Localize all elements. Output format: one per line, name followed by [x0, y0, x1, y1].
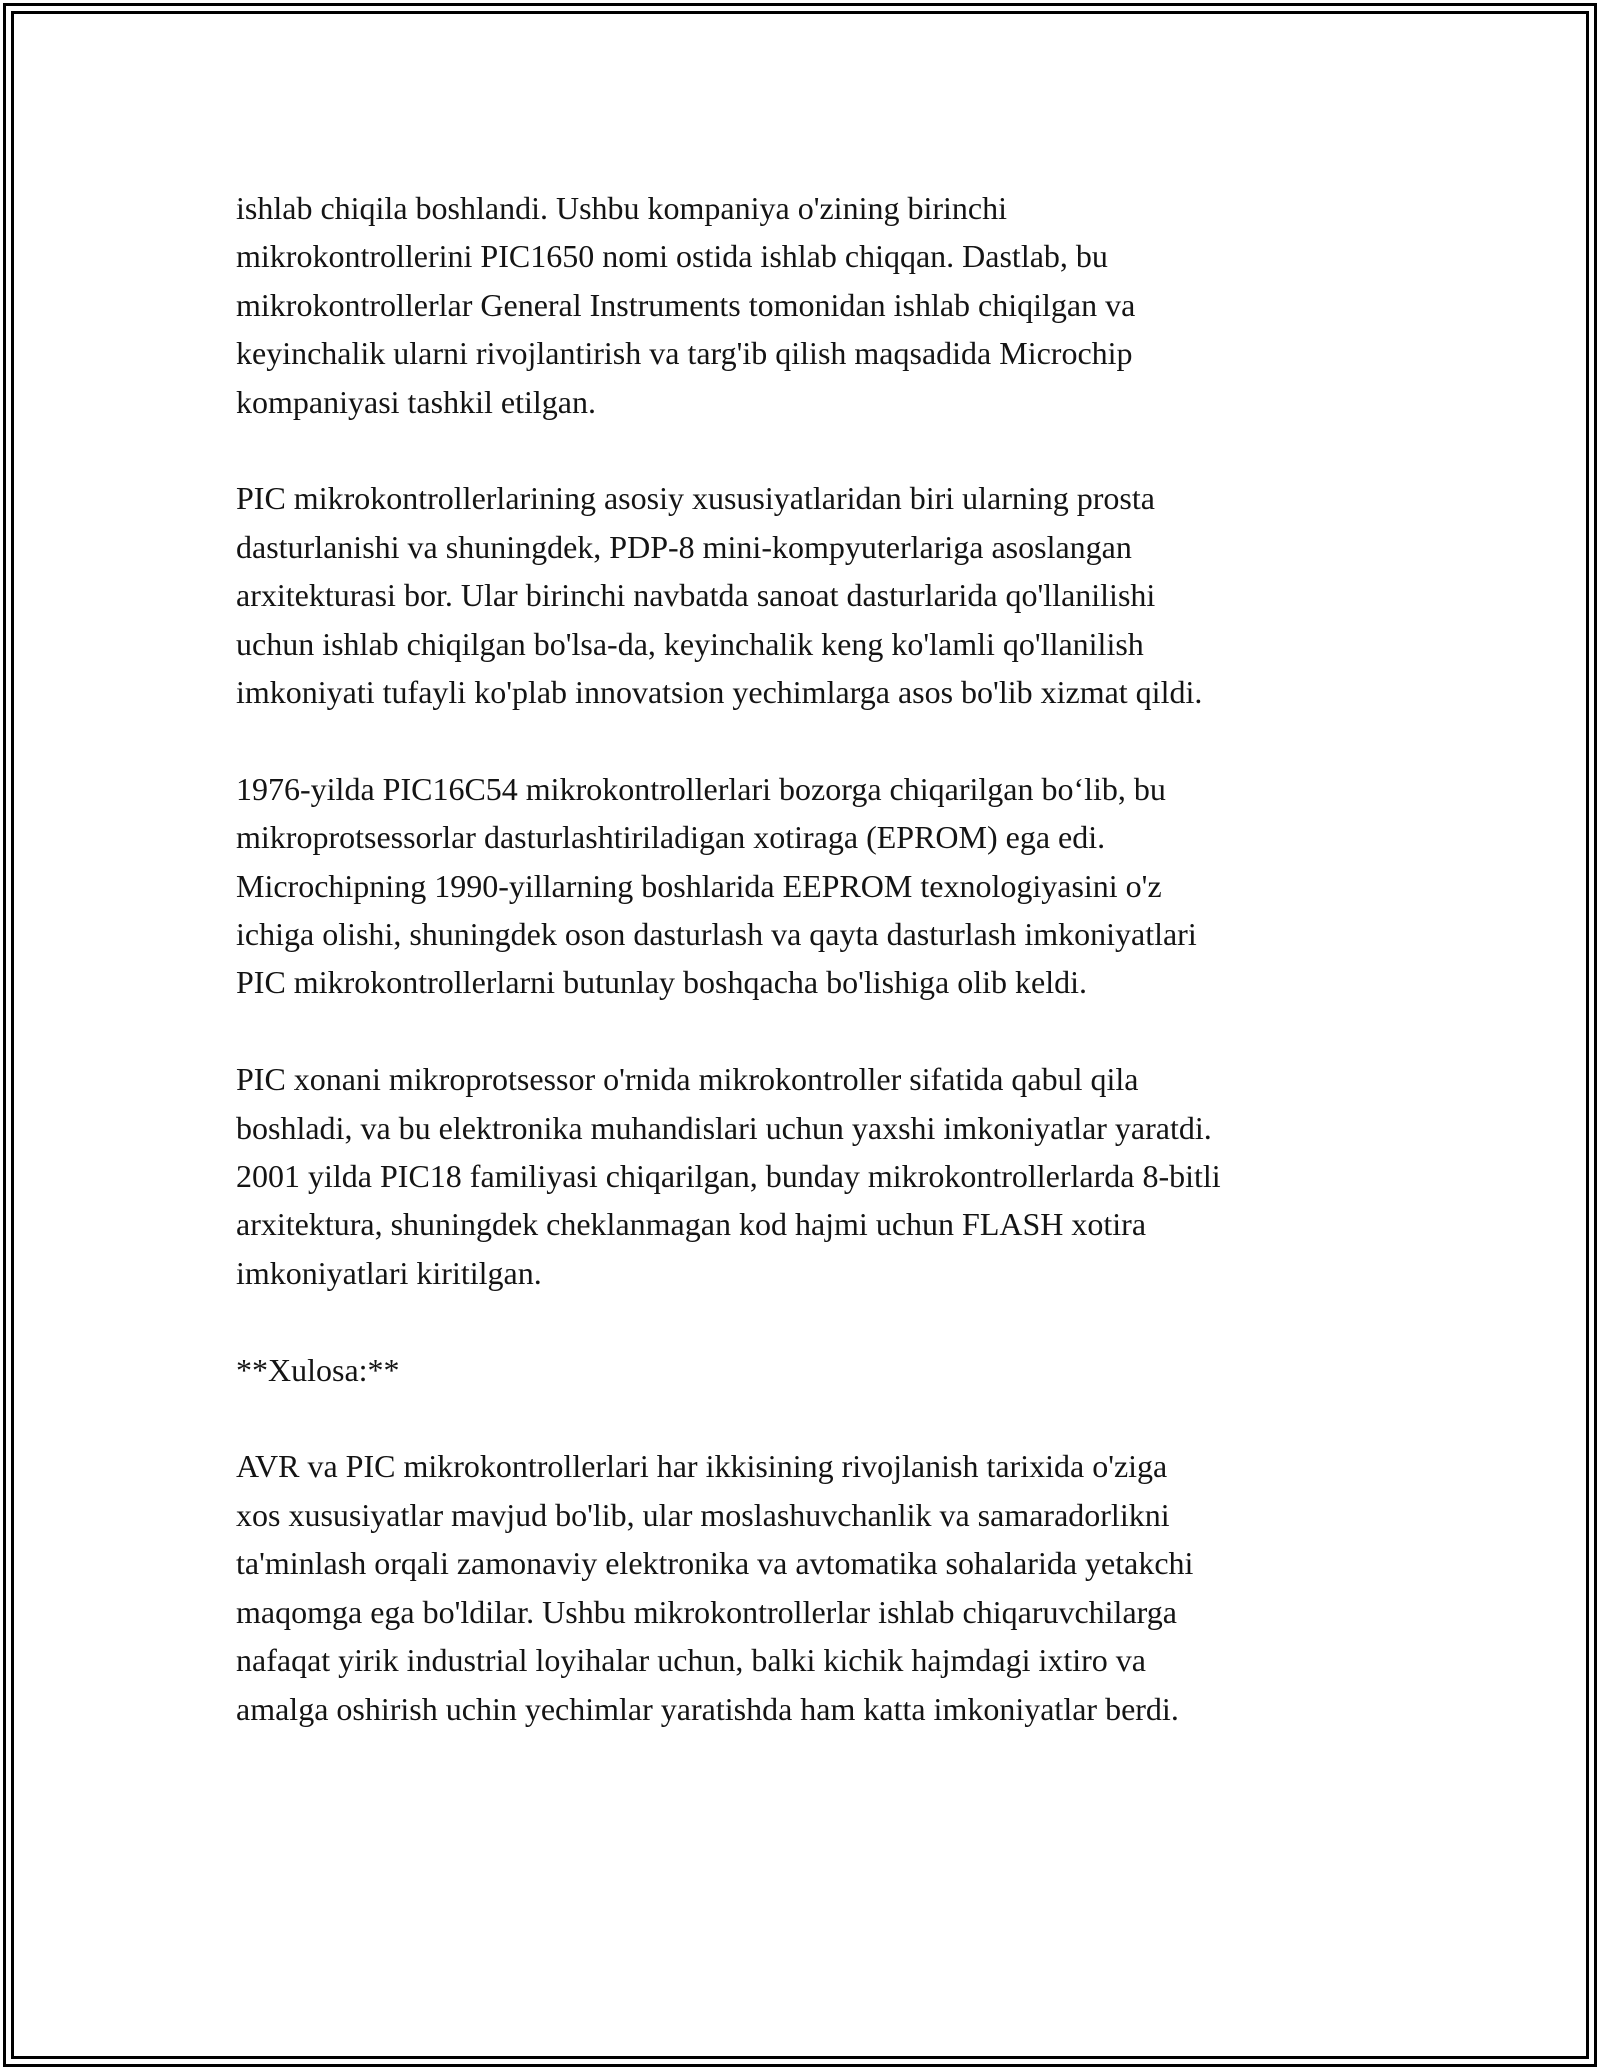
text-line: amalga oshirish uchin yechimlar yaratishda ham katta imkoniyatlar berdi.	[236, 1690, 1179, 1727]
text-line: boshladi, va bu elektronika muhandislari uchun yaxshi imkoniyatlar yaratdi.	[236, 1109, 1212, 1146]
text-line: keyinchalik ularni rivojlantirish va targ'ib qilish maqsadida Microchip	[236, 335, 1133, 372]
text-line: nafaqat yirik industrial loyihalar uchun, balki kichik hajmdagi ixtiro va	[236, 1642, 1146, 1679]
text-line: mikroprotsessorlar dasturlashtiriladigan xotiraga (EPROM) ega edi.	[236, 819, 1106, 856]
document-body	[236, 184, 1386, 1781]
text-line: 1976-yilda PIC16C54 mikrokontrollerlari bozorga chiqarilgan bo‘lib, bu	[236, 770, 1166, 807]
text-line: uchun ishlab chiqilgan bo'lsa-da, keyinchalik keng ko'lamli qo'llanilish	[236, 625, 1144, 662]
text-line: ta'minlash orqali zamonaviy elektronika va avtomatika sohalarida yetakchi	[236, 1545, 1194, 1582]
text-line: mikrokontrollerlar General Instruments tomonidan ishlab chiqilgan va	[236, 286, 1136, 323]
text-line: dasturlanishi va shuningdek, PDP-8 mini-kompyuterlariga asoslangan	[236, 528, 1132, 565]
text-line: PIC mikrokontrollerlarining asosiy xususiyatlaridan biri ularning prosta	[236, 480, 1155, 517]
text-line: mikrokontrollerini PIC1650 nomi ostida ishlab chiqqan. Dastlab, bu	[236, 238, 1108, 275]
text-line: 2001 yilda PIC18 familiyasi chiqarilgan, bunday mikrokontrollerlarda 8-bitli	[236, 1158, 1221, 1195]
conclusion-heading	[236, 1346, 1386, 1394]
text-line: PIC mikrokontrollerlarni butunlay boshqacha bo'lishiga olib keldi.	[236, 964, 1087, 1001]
text-line: maqomga ega bo'ldilar. Ushbu mikrokontrollerlar ishlab chiqaruvchilarga	[236, 1593, 1177, 1630]
text-line: Microchipning 1990-yillarning boshlarida EEPROM texnologiyasini o'z	[236, 867, 1162, 904]
paragraph-conclusion	[236, 1442, 1386, 1732]
text-line: ichiga olishi, shuningdek oson dasturlash va qayta dasturlash imkoniyatlari	[236, 916, 1197, 953]
paragraph-pic-features	[236, 474, 1386, 716]
text-line: imkoniyati tufayli ko'plab innovatsion yechimlarga asos bo'lib xizmat qildi.	[236, 674, 1203, 711]
text-line: PIC xonani mikroprotsessor o'rnida mikrokontroller sifatida qabul qila	[236, 1061, 1139, 1098]
text-line: kompaniyasi tashkil etilgan.	[236, 383, 596, 420]
text-line: ishlab chiqila boshlandi. Ushbu kompaniya o'zining birinchi	[236, 190, 1007, 226]
text-line: imkoniyatlari kiritilgan.	[236, 1254, 542, 1291]
text-line: AVR va PIC mikrokontrollerlari har ikkisining rivojlanish tarixida o'ziga	[236, 1448, 1168, 1485]
paragraph-history-intro	[236, 184, 1386, 426]
paragraph-pic16c54	[236, 765, 1386, 1007]
text-line: **Xulosa:**	[236, 1351, 400, 1388]
text-line: arxitektura, shuningdek cheklanmagan kod hajmi uchun FLASH xotira	[236, 1206, 1147, 1243]
text-line: arxitekturasi bor. Ular birinchi navbatda sanoat dasturlarida qo'llanilishi	[236, 577, 1156, 614]
paragraph-pic18	[236, 1055, 1386, 1297]
text-line: xos xususiyatlar mavjud bo'lib, ular moslashuvchanlik va samaradorlikni	[236, 1496, 1170, 1533]
